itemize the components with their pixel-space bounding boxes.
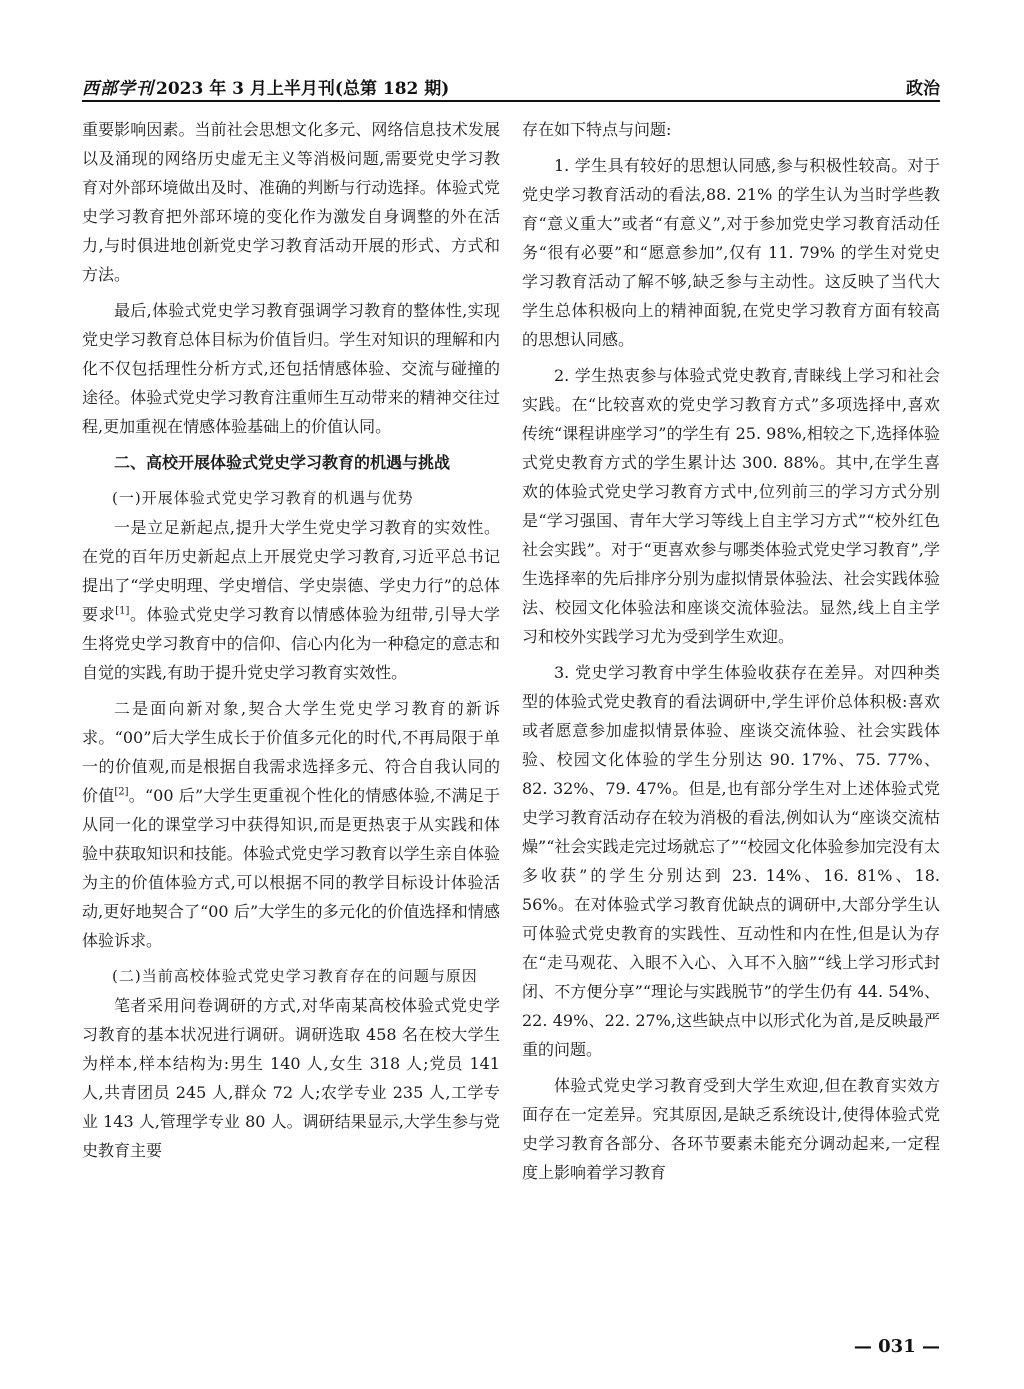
paragraph-text: 。体验式党史学习教育以情感体验为纽带,引导大学生将党史学习教育中的信仰、信心内化为一种稳定的意志和自觉的实践,有助于提升党史学习教育实效性。	[82, 605, 500, 682]
page-number: — 031 —	[853, 1336, 940, 1357]
left-column	[82, 115, 500, 1165]
journal-logo: 西部学刊	[82, 79, 154, 99]
header-rule	[82, 100, 940, 102]
citation-ref: [2]	[114, 786, 129, 798]
paragraph-text: 。“00 后”大学生更重视个性化的情感体验,不满足于从同一化的课堂学习中获得知识,而是更热衷于从实践和体验中获取知识和技能。体验式党史学习教育以学生亲自体验为主的价值体验方式,可以根据不同的教学目标设计体验活动,更好地契合了“00 后”大学生的多元化的价值选择和情感体验诉求。	[82, 786, 500, 950]
subsection-heading: (一)开展体验式党史学习教育的机遇与优势	[112, 489, 414, 507]
paragraph: 体验式党史学习教育受到大学生欢迎,但在教育实效方面存在一定差异。究其原因,是缺乏系统设计,使得体验式党史学习教育各部分、各环节要素未能充分调动起来,一定程度上影响着学习教育	[522, 1076, 940, 1182]
paragraph	[82, 513, 500, 687]
paragraph: 最后,体验式党史学习教育强调学习教育的整体性,实现党史学习教育总体目标为价值旨归。学生对知识的理解和内化不仅包括理性分析方式,还包括情感体验、交流与碰撞的途径。体验式党史学习教育注重师生互动带来的精神交往过程,更加重视在情感体验基础上的价值认同。	[82, 301, 500, 436]
paragraph: 2. 学生热衷参与体验式党史教育,青睐线上学习和社会实践。在“比较喜欢的党史学习教育方式”多项选择中,喜欢传统“课程讲座学习”的学生有 25. 98%,相较之下,选择体验式党史教育方式的学生累计达 300. 88%。其中,在学生喜欢的体验式党史学习教育方式中,位列前三的学习方式分别是“学习强国、青年大学习等线上自主学习方式”“校外红色社会实践”。对于“更喜欢参与哪类体验式党史学习教育”,学生选择率的先后排序分别为虚拟情景体验法、社会实践体验法、校园文化体验法和座谈交流体验法。显然,线上自主学习和校外实践学习尤为受到学生欢迎。	[522, 366, 940, 646]
paragraph: 重要影响因素。当前社会思想文化多元、网络信息技术发展以及涌现的网络历史虚无主义等消极问题,需要党史学习教育对外部环境做出及时、准确的判断与行动选择。体验式党史学习教育把外部环境的变化作为激发自身调整的外在活力,与时俱进地创新党史学习教育活动开展的形式、方式和方法。	[82, 120, 500, 284]
paragraph: 3. 党史学习教育中学生体验收获存在差异。对四种类型的体验式党史教育的看法调研中,学生评价总体积极:喜欢或者愿意参加虚拟情景体验、座谈交流体验、社会实践体验、校园文化体验的学生分别达 90. 17%、75. 77%、82. 32%、79. 47%。但是,也有部分学生对上述体验式党史学习教育活动存在较为消极的看法,例如认为“座谈交流枯燥”“社会实践走完过场就忘了”“校园文化体验参加完没有太多收获”的学生分别达到 23. 14%、16. 81%、18. 56%。在对体验式学习教育优缺点的调研中,大部分学生认可体验式党史教育的实践性、互动性和内在性,但是认为存在“走马观花、入眼不入心、入耳不入脑”“线上学习形式封闭、不方便分享”“理论与实践脱节”的学生仍有 44. 54%、22. 49%、22. 27%,这些缺点中以形式化为首,是反映最严重的问题。	[522, 663, 940, 1059]
page-header	[82, 70, 940, 104]
paragraph-text: 二是面向新对象,契合大学生党史学习教育的新诉求。“00”后大学生成长于价值多元化的时代,不再局限于单一的价值观,而是根据自我需求选择多元、符合自我认同的价值	[82, 699, 500, 805]
paragraph-text: 一是立足新起点,提升大学生党史学习教育的实效性。在党的百年历史新起点上开展党史学习教育,习近平总书记提出了“学史明理、学史增信、学史崇德、学史力行”的总体要求	[82, 518, 500, 624]
issue-info: 2023 年 3 月上半月刊(总第 182 期)	[156, 79, 450, 99]
paragraph: 存在如下特点与问题:	[522, 120, 672, 139]
section-name: 政治	[906, 79, 940, 99]
paragraph: 1. 学生具有较好的思想认同感,参与积极性较高。对于党史学习教育活动的看法,88. 21% 的学生认为当时学些教育“意义重大”或者“有意义”,对于参加党史学习教育活动任务“很有必要”和“愿意参加”,仅有 11. 79% 的学生对党史学习教育活动了解不够,缺乏参与主动性。这反映了当代大学生总体积极向上的精神面貌,在党史学习教育方面有较高的思想认同感。	[522, 156, 940, 349]
paragraph	[82, 694, 500, 955]
journal-issue	[82, 74, 449, 99]
subsection-heading: (二)当前高校体验式党史学习教育存在的问题与原因	[112, 967, 478, 985]
citation-ref: [1]	[115, 605, 130, 617]
paragraph: 笔者采用问卷调研的方式,对华南某高校体验式党史学习教育的基本状况进行调研。调研选取 458 名在校大学生为样本,样本结构为:男生 140 人,女生 318 人;党员 141 人,共青团员 245 人,群众 72 人;农学专业 235 人,工学专业 143 人,管理学专业 80 人。调研结果显示,大学生参与党史教育主要	[82, 996, 500, 1160]
section-heading: 二、高校开展体验式党史学习教育的机遇与挑战	[114, 453, 451, 472]
right-column	[522, 115, 940, 1187]
